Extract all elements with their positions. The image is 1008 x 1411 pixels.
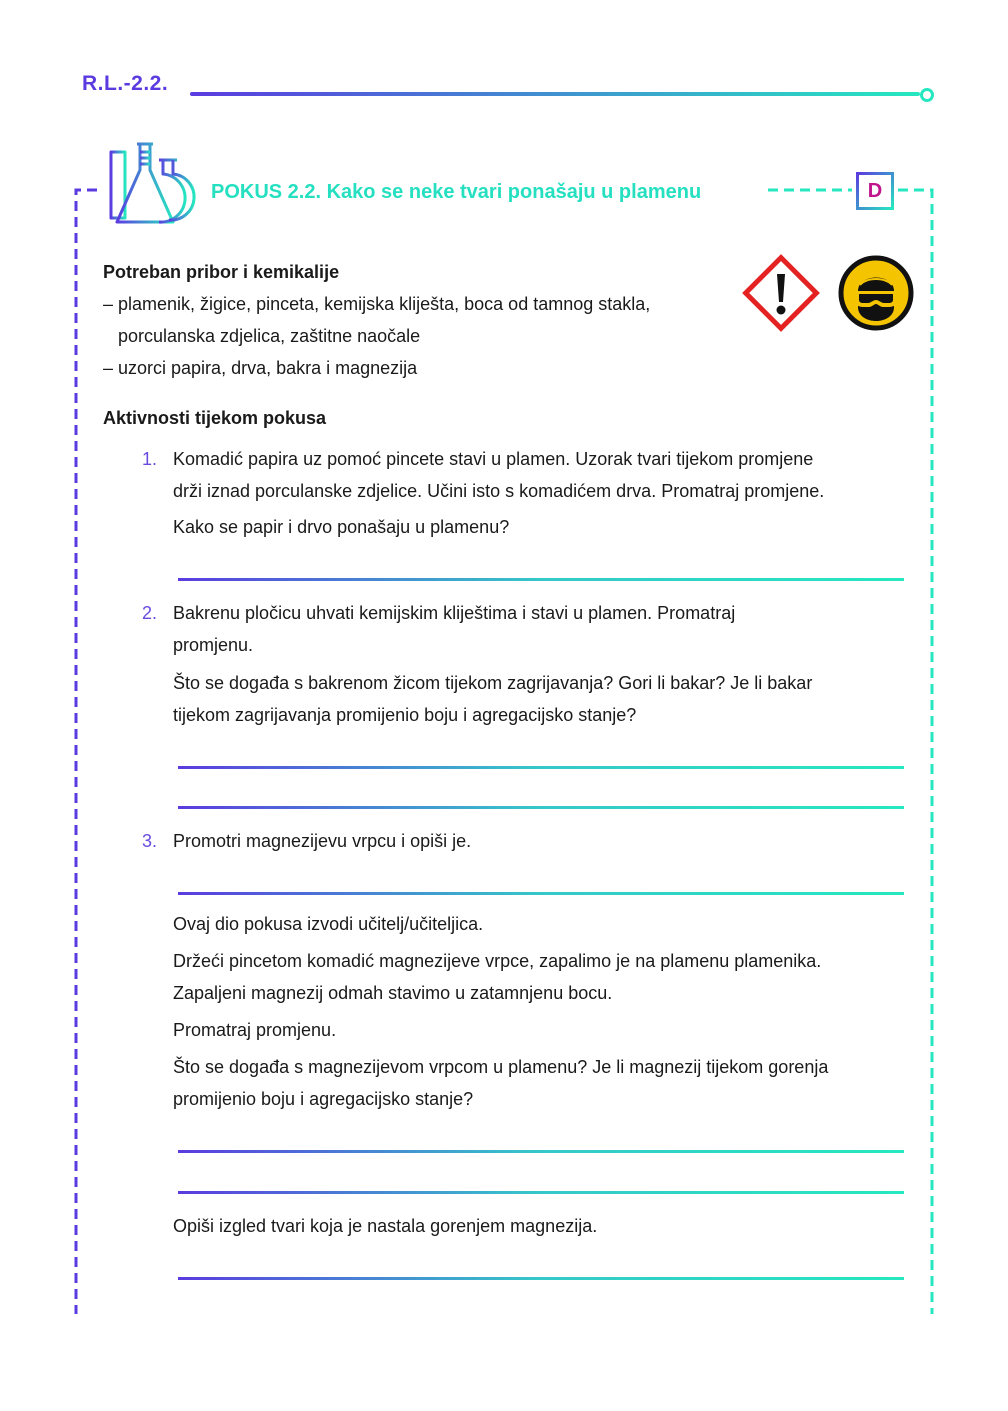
answer-line[interactable] xyxy=(178,1277,904,1280)
materials-line: – uzorci papira, drva, bakra i magnezija xyxy=(103,358,418,378)
observe-text: Promatraj promjenu. xyxy=(173,1020,337,1040)
difficulty-badge: D xyxy=(856,172,894,210)
answer-line[interactable] xyxy=(178,578,904,581)
step-question: Što se događa s bakrenom žicom tijekom zagrijavanja? Gori li bakar? Je li bakar xyxy=(173,673,813,693)
step-text: Komadić papira uz pomoć pincete stavi u plamen. Uzorak tvari tijekom promjene xyxy=(173,449,814,469)
step-number: 3. xyxy=(142,831,158,851)
safety-goggles-icon xyxy=(838,255,914,331)
step-number: 2. xyxy=(142,603,158,623)
materials-line: – plamenik, žigice, pinceta, kemijska kliješta, boca od tamnog stakla, xyxy=(103,294,651,314)
step-text: Bakrenu pločicu uhvati kemijskim kliještima i stavi u plamen. Promatraj xyxy=(173,603,736,623)
final-question: Opiši izgled tvari koja je nastala gorenjem magnezija. xyxy=(173,1216,598,1236)
hazard-exclamation-icon xyxy=(740,252,822,334)
answer-line[interactable] xyxy=(178,1150,904,1153)
answer-line[interactable] xyxy=(178,1191,904,1194)
answer-line[interactable] xyxy=(178,806,904,809)
step-question: tijekom zagrijavanja promijenio boju i agregacijsko stanje? xyxy=(173,705,637,725)
answer-line[interactable] xyxy=(178,892,904,895)
page-label: R.L.-2.2. xyxy=(82,72,169,95)
step-text: promjenu. xyxy=(173,635,254,655)
experiment-title: POKUS 2.2. Kako se neke tvari ponašaju u plamenu xyxy=(211,181,702,203)
step-text: Promotri magnezijevu vrpcu i opiši je. xyxy=(173,831,472,851)
step-question: Što se događa s magnezijevom vrpcom u plamenu? Je li magnezij tijekom gorenja xyxy=(173,1057,829,1077)
step-question: Kako se papir i drvo ponašaju u plamenu? xyxy=(173,517,510,537)
procedure-text: Zapaljeni magnezij odmah stavimo u zatamnjenu bocu. xyxy=(173,983,613,1003)
procedure-text: Držeći pincetom komadić magnezijeve vrpce, zapalimo je na plamenu plamenika. xyxy=(173,951,822,971)
flask-icon xyxy=(103,140,199,232)
step-number: 1. xyxy=(142,449,158,469)
teacher-note: Ovaj dio pokusa izvodi učitelj/učiteljica. xyxy=(173,914,484,934)
materials-line: porculanska zdjelica, zaštitne naočale xyxy=(118,326,421,346)
activities-heading: Aktivnosti tijekom pokusa xyxy=(103,408,327,428)
step-text: drži iznad porculanske zdjelice. Učini isto s komadićem drva. Promatraj promjene. xyxy=(173,481,825,501)
step-question: promijenio boju i agregacijsko stanje? xyxy=(173,1089,474,1109)
materials-heading: Potreban pribor i kemikalije xyxy=(103,262,340,282)
answer-line[interactable] xyxy=(178,766,904,769)
